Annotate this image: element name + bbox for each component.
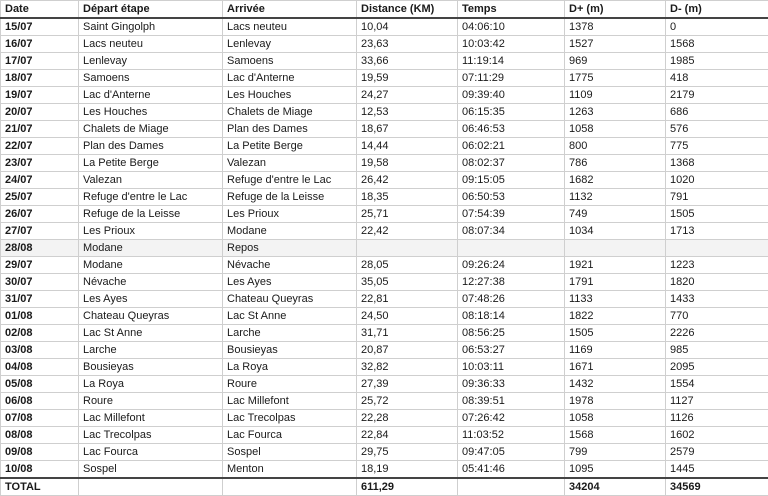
table-row <box>1 308 768 325</box>
table-cell: 25,72 <box>357 393 458 410</box>
table-row <box>1 393 768 410</box>
date-cell: 06/08 <box>1 393 79 410</box>
table-cell: 1921 <box>565 257 666 274</box>
table-cell: 1602 <box>666 427 768 444</box>
table-row <box>1 359 768 376</box>
table-cell: 06:02:21 <box>458 138 565 155</box>
date-cell: 16/07 <box>1 36 79 53</box>
table-cell: 19,58 <box>357 155 458 172</box>
table-row <box>1 18 768 36</box>
table-cell: 1682 <box>565 172 666 189</box>
table-cell: 18,67 <box>357 121 458 138</box>
table-cell: Les Prioux <box>223 206 357 223</box>
table-cell: Lac St Anne <box>223 308 357 325</box>
table-cell: Roure <box>79 393 223 410</box>
table-row <box>1 461 768 479</box>
table-cell: 12:27:38 <box>458 274 565 291</box>
table-cell: 2579 <box>666 444 768 461</box>
table-row <box>1 325 768 342</box>
table-cell: 2095 <box>666 359 768 376</box>
table-cell: 1568 <box>565 427 666 444</box>
table-cell: Samoens <box>79 70 223 87</box>
table-cell: 1223 <box>666 257 768 274</box>
table-cell: Les Houches <box>79 104 223 121</box>
table-cell: 08:02:37 <box>458 155 565 172</box>
table-cell: La Petite Berge <box>223 138 357 155</box>
table-cell: Chateau Queyras <box>79 308 223 325</box>
table-cell: 10:03:11 <box>458 359 565 376</box>
table-cell: Névache <box>223 257 357 274</box>
date-cell: 23/07 <box>1 155 79 172</box>
table-row <box>1 189 768 206</box>
table-cell: 09:26:24 <box>458 257 565 274</box>
table-cell: 1671 <box>565 359 666 376</box>
table-cell: 23,63 <box>357 36 458 53</box>
table-cell: 09:39:40 <box>458 87 565 104</box>
table-cell: La Roya <box>223 359 357 376</box>
table-cell: Lac Fourca <box>223 427 357 444</box>
date-cell: 17/07 <box>1 53 79 70</box>
table-cell: 1378 <box>565 18 666 36</box>
table-cell: 10,04 <box>357 18 458 36</box>
table-cell: Valezan <box>79 172 223 189</box>
table-cell: Névache <box>79 274 223 291</box>
table-cell: Lenlevay <box>79 53 223 70</box>
date-cell: 02/08 <box>1 325 79 342</box>
table-cell: 09:36:33 <box>458 376 565 393</box>
table-cell: 1368 <box>666 155 768 172</box>
table-cell: 24,27 <box>357 87 458 104</box>
table-cell: 799 <box>565 444 666 461</box>
table-cell: Repos <box>223 240 357 257</box>
total-row <box>1 478 768 496</box>
table-cell: Plan des Dames <box>223 121 357 138</box>
table-cell: 786 <box>565 155 666 172</box>
table-cell: Lac Millefont <box>223 393 357 410</box>
table-cell: 33,66 <box>357 53 458 70</box>
table-cell: 1126 <box>666 410 768 427</box>
table-cell: Roure <box>223 376 357 393</box>
table-cell: 06:46:53 <box>458 121 565 138</box>
table-cell: Lac d'Anterne <box>223 70 357 87</box>
table-cell <box>565 240 666 257</box>
table-row <box>1 155 768 172</box>
table-cell: 791 <box>666 189 768 206</box>
table-cell: 06:50:53 <box>458 189 565 206</box>
table-cell: Refuge d'entre le Lac <box>79 189 223 206</box>
date-cell: 24/07 <box>1 172 79 189</box>
date-cell: 29/07 <box>1 257 79 274</box>
date-cell: 28/08 <box>1 240 79 257</box>
table-row <box>1 342 768 359</box>
date-cell: 22/07 <box>1 138 79 155</box>
table-cell: Bousieyas <box>223 342 357 359</box>
table-cell: 1058 <box>565 121 666 138</box>
table-cell: 22,81 <box>357 291 458 308</box>
date-cell: 18/07 <box>1 70 79 87</box>
table-row <box>1 206 768 223</box>
date-cell: 25/07 <box>1 189 79 206</box>
table-cell: 1095 <box>565 461 666 479</box>
total-cell: 611,29 <box>357 478 458 496</box>
table-row <box>1 274 768 291</box>
table-cell: Lac Millefont <box>79 410 223 427</box>
table-cell: 1713 <box>666 223 768 240</box>
table-cell: 07:26:42 <box>458 410 565 427</box>
table-cell: 27,39 <box>357 376 458 393</box>
total-cell: 34204 <box>565 478 666 496</box>
date-cell: 01/08 <box>1 308 79 325</box>
table-cell: Lac Fourca <box>79 444 223 461</box>
table-cell: Saint Gingolph <box>79 18 223 36</box>
table-cell: 06:15:35 <box>458 104 565 121</box>
table-cell: 1058 <box>565 410 666 427</box>
table-cell: La Petite Berge <box>79 155 223 172</box>
table-row <box>1 53 768 70</box>
table-row <box>1 444 768 461</box>
total-label: TOTAL <box>1 478 79 496</box>
table-cell: 1020 <box>666 172 768 189</box>
table-row <box>1 291 768 308</box>
total-cell <box>223 478 357 496</box>
table-row <box>1 87 768 104</box>
table-cell: La Roya <box>79 376 223 393</box>
table-cell: Lacs neuteu <box>79 36 223 53</box>
table-cell: 28,05 <box>357 257 458 274</box>
table-cell: 1127 <box>666 393 768 410</box>
table-row <box>1 121 768 138</box>
table-cell: 05:41:46 <box>458 461 565 479</box>
table-cell: 1432 <box>565 376 666 393</box>
table-row <box>1 223 768 240</box>
table-cell: Chateau Queyras <box>223 291 357 308</box>
date-cell: 03/08 <box>1 342 79 359</box>
total-cell <box>79 478 223 496</box>
date-cell: 30/07 <box>1 274 79 291</box>
table-cell: 1169 <box>565 342 666 359</box>
table-cell: 749 <box>565 206 666 223</box>
table-cell: 1822 <box>565 308 666 325</box>
table-cell: 1775 <box>565 70 666 87</box>
table-cell: Les Ayes <box>79 291 223 308</box>
table-cell: 19,59 <box>357 70 458 87</box>
table-cell: Plan des Dames <box>79 138 223 155</box>
table-cell: Valezan <box>223 155 357 172</box>
table-cell: 25,71 <box>357 206 458 223</box>
table-row <box>1 104 768 121</box>
table-cell: Les Prioux <box>79 223 223 240</box>
table-cell: 1133 <box>565 291 666 308</box>
table-cell: 1109 <box>565 87 666 104</box>
column-header: Arrivée <box>223 1 357 19</box>
table-cell: 1791 <box>565 274 666 291</box>
date-cell: 09/08 <box>1 444 79 461</box>
table-cell: 20,87 <box>357 342 458 359</box>
table-cell: 0 <box>666 18 768 36</box>
table-cell: 18,19 <box>357 461 458 479</box>
table-cell: 770 <box>666 308 768 325</box>
table-cell: 11:03:52 <box>458 427 565 444</box>
date-cell: 20/07 <box>1 104 79 121</box>
table-cell: 10:03:42 <box>458 36 565 53</box>
table-row <box>1 138 768 155</box>
table-cell: 31,71 <box>357 325 458 342</box>
date-cell: 07/08 <box>1 410 79 427</box>
total-cell: 34569 <box>666 478 768 496</box>
date-cell: 10/08 <box>1 461 79 479</box>
table-cell: Refuge de la Leisse <box>79 206 223 223</box>
table-cell: 1568 <box>666 36 768 53</box>
table-cell: 2179 <box>666 87 768 104</box>
column-header: Départ étape <box>79 1 223 19</box>
table-row <box>1 410 768 427</box>
table-cell: Samoens <box>223 53 357 70</box>
header-row <box>1 1 768 19</box>
date-cell: 31/07 <box>1 291 79 308</box>
table-cell: Modane <box>223 223 357 240</box>
table-cell: 1263 <box>565 104 666 121</box>
table-row <box>1 376 768 393</box>
table-cell: Bousieyas <box>79 359 223 376</box>
table-cell: 11:19:14 <box>458 53 565 70</box>
date-cell: 27/07 <box>1 223 79 240</box>
table-cell: 07:11:29 <box>458 70 565 87</box>
date-cell: 05/08 <box>1 376 79 393</box>
table-row <box>1 172 768 189</box>
table-cell: 26,42 <box>357 172 458 189</box>
table-cell: Lac Trecolpas <box>79 427 223 444</box>
table-cell: 775 <box>666 138 768 155</box>
table-cell: Sospel <box>79 461 223 479</box>
table-cell: 1445 <box>666 461 768 479</box>
table-cell: Lac St Anne <box>79 325 223 342</box>
column-header: D+ (m) <box>565 1 666 19</box>
column-header: Date <box>1 1 79 19</box>
table-cell: 08:39:51 <box>458 393 565 410</box>
table-cell: Chalets de Miage <box>79 121 223 138</box>
table-cell: 1433 <box>666 291 768 308</box>
date-cell: 08/08 <box>1 427 79 444</box>
table-row <box>1 70 768 87</box>
table-cell: 09:47:05 <box>458 444 565 461</box>
table-cell: 32,82 <box>357 359 458 376</box>
table-cell: Modane <box>79 240 223 257</box>
table-row <box>1 427 768 444</box>
table-cell: 14,44 <box>357 138 458 155</box>
table-cell: Chalets de Miage <box>223 104 357 121</box>
table-cell: 1820 <box>666 274 768 291</box>
column-header: Temps <box>458 1 565 19</box>
table-cell: Larche <box>223 325 357 342</box>
table-cell: 22,28 <box>357 410 458 427</box>
table-cell: Menton <box>223 461 357 479</box>
table-cell: 04:06:10 <box>458 18 565 36</box>
table-row <box>1 257 768 274</box>
table-cell: Sospel <box>223 444 357 461</box>
date-cell: 15/07 <box>1 18 79 36</box>
table-cell: 07:48:26 <box>458 291 565 308</box>
table-cell: 2226 <box>666 325 768 342</box>
table-cell: 1132 <box>565 189 666 206</box>
table-cell: 07:54:39 <box>458 206 565 223</box>
table-cell: 24,50 <box>357 308 458 325</box>
table-cell: 1505 <box>565 325 666 342</box>
table-cell: 1527 <box>565 36 666 53</box>
table-cell: 418 <box>666 70 768 87</box>
table-cell: Lac d'Anterne <box>79 87 223 104</box>
column-header: Distance (KM) <box>357 1 458 19</box>
table-cell: Modane <box>79 257 223 274</box>
table-cell: 29,75 <box>357 444 458 461</box>
table-cell: Refuge de la Leisse <box>223 189 357 206</box>
table-cell: Les Ayes <box>223 274 357 291</box>
table-cell: Les Houches <box>223 87 357 104</box>
table-cell: 1985 <box>666 53 768 70</box>
table-cell: 1505 <box>666 206 768 223</box>
table-cell: 08:18:14 <box>458 308 565 325</box>
table-cell: 576 <box>666 121 768 138</box>
table-cell: Lacs neuteu <box>223 18 357 36</box>
table-cell: 12,53 <box>357 104 458 121</box>
table-cell: 1034 <box>565 223 666 240</box>
table-cell: 1554 <box>666 376 768 393</box>
table-cell: 09:15:05 <box>458 172 565 189</box>
table-cell: 06:53:27 <box>458 342 565 359</box>
table-cell: 22,84 <box>357 427 458 444</box>
table-cell: 08:07:34 <box>458 223 565 240</box>
table-cell <box>458 240 565 257</box>
table-row <box>1 240 768 257</box>
total-cell <box>458 478 565 496</box>
table-cell: 1978 <box>565 393 666 410</box>
table-row <box>1 36 768 53</box>
table-cell: 22,42 <box>357 223 458 240</box>
table-cell: 985 <box>666 342 768 359</box>
table-cell <box>666 240 768 257</box>
table-cell: 35,05 <box>357 274 458 291</box>
table-cell: Lenlevay <box>223 36 357 53</box>
date-cell: 26/07 <box>1 206 79 223</box>
table-cell: Larche <box>79 342 223 359</box>
table-cell: Refuge d'entre le Lac <box>223 172 357 189</box>
table-cell: Lac Trecolpas <box>223 410 357 427</box>
table-cell: 08:56:25 <box>458 325 565 342</box>
date-cell: 21/07 <box>1 121 79 138</box>
table-cell: 800 <box>565 138 666 155</box>
table-cell: 969 <box>565 53 666 70</box>
date-cell: 04/08 <box>1 359 79 376</box>
table-cell: 686 <box>666 104 768 121</box>
table-cell: 18,35 <box>357 189 458 206</box>
date-cell: 19/07 <box>1 87 79 104</box>
table-cell <box>357 240 458 257</box>
column-header: D- (m) <box>666 1 768 19</box>
